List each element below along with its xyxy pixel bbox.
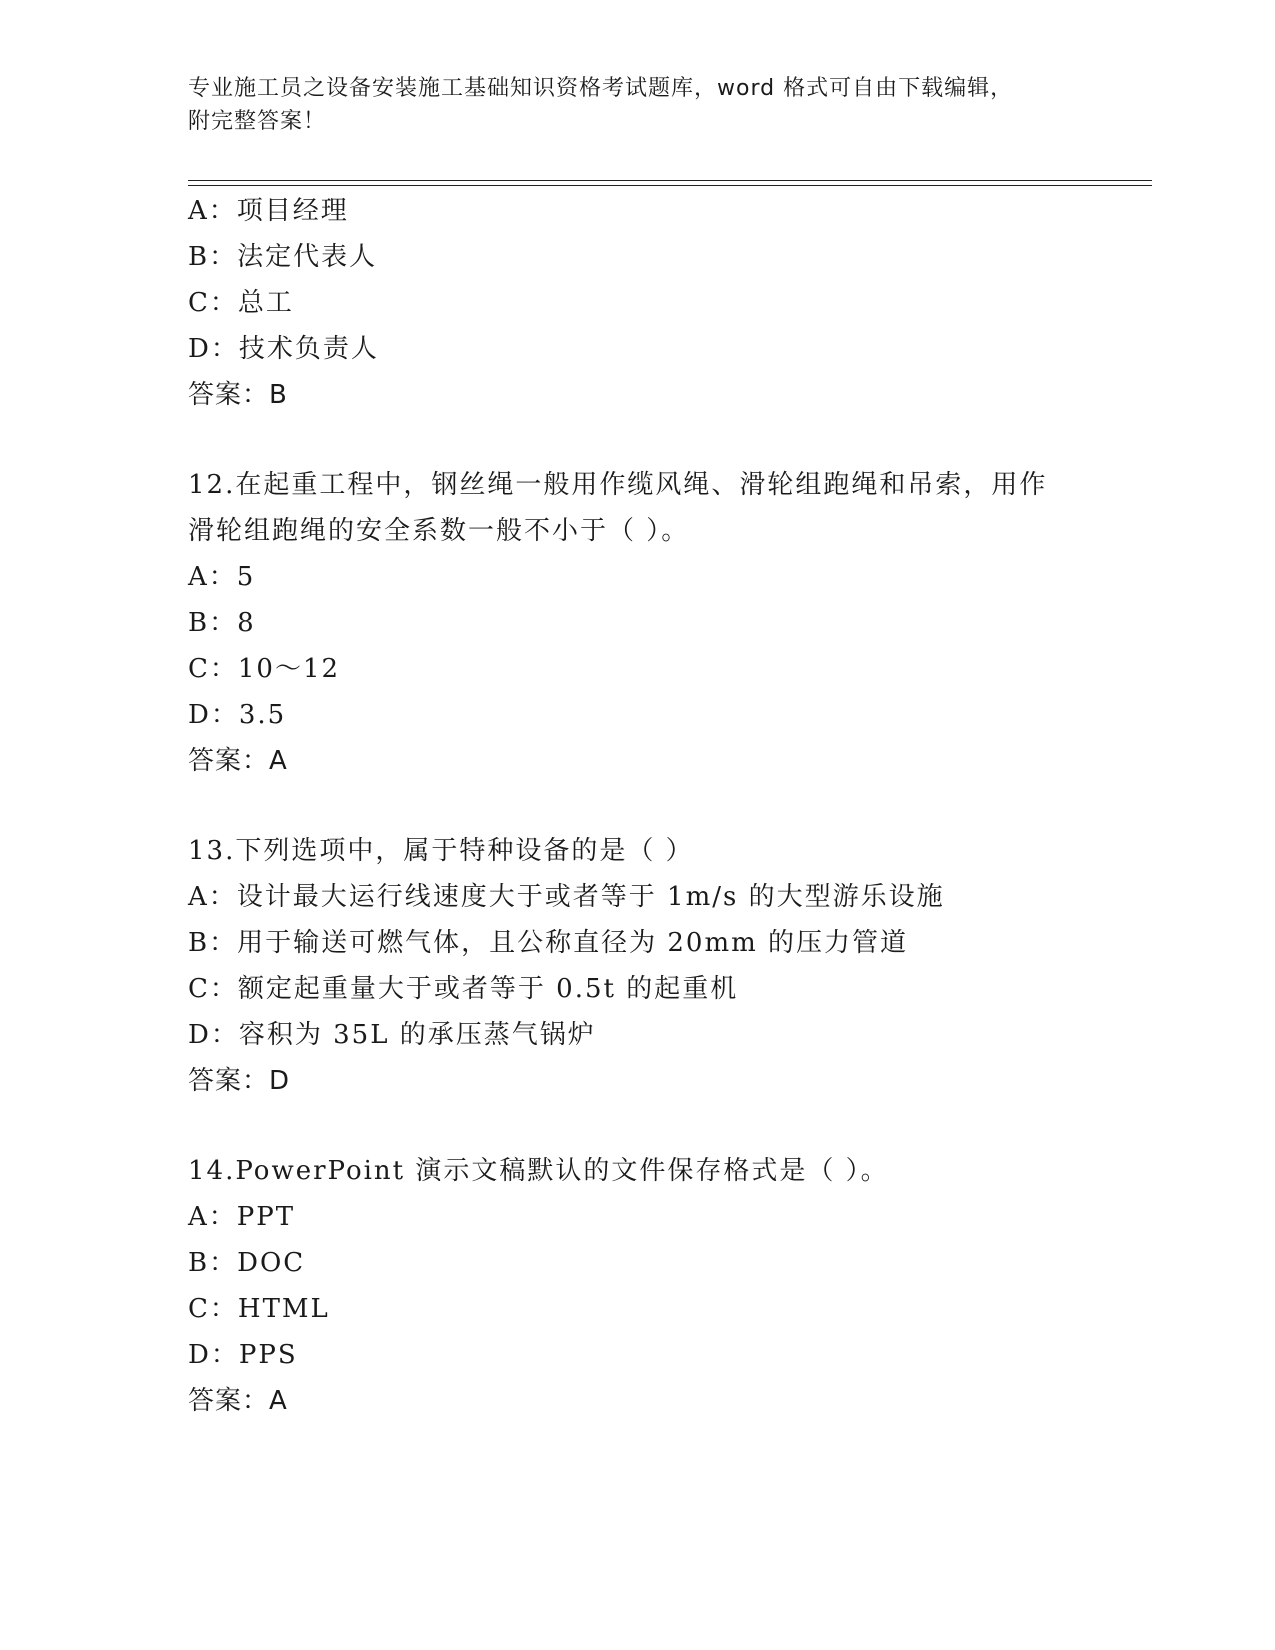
option-d: D：容积为 35L 的承压蒸气锅炉 — [188, 1020, 596, 1050]
answer: 答案：B — [188, 380, 288, 410]
document-header — [188, 72, 1068, 138]
question-text-line-1: 12.在起重工程中，钢丝绳一般用作缆风绳、滑轮组跑绳和吊索，用作 — [188, 470, 1048, 500]
question-text-line-1: 14.PowerPoint 演示文稿默认的文件保存格式是（ ）。 — [188, 1156, 889, 1186]
question-text-line-2: 滑轮组跑绳的安全系数一般不小于（ ）。 — [188, 516, 690, 546]
header-line-1: 专业施工员之设备安装施工基础知识资格考试题库，word 格式可自由下载编辑， — [188, 76, 1014, 101]
spacer — [188, 1104, 1088, 1148]
option-a: A：项目经理 — [188, 196, 349, 226]
option-b: B：8 — [188, 608, 256, 638]
option-b: B：法定代表人 — [188, 242, 378, 272]
answer: 答案：A — [188, 746, 288, 776]
option-c: C：10～12 — [188, 654, 341, 684]
spacer — [188, 418, 1088, 462]
question-11 — [188, 188, 1088, 418]
header-divider-bottom — [188, 185, 1152, 186]
option-c: C：HTML — [188, 1294, 330, 1324]
option-c: C：总工 — [188, 288, 294, 318]
question-13 — [188, 828, 1088, 1104]
option-d: D：PPS — [188, 1340, 298, 1370]
question-12 — [188, 462, 1088, 784]
question-list — [188, 188, 1088, 1424]
option-d: D：3.5 — [188, 700, 287, 730]
option-a: A：PPT — [188, 1202, 296, 1232]
option-a: A：设计最大运行线速度大于或者等于 1m/s 的大型游乐设施 — [188, 882, 945, 912]
question-text-line-1: 13.下列选项中，属于特种设备的是（ ） — [188, 836, 694, 866]
option-d: D：技术负责人 — [188, 334, 379, 364]
spacer — [188, 784, 1088, 828]
option-c: C：额定起重量大于或者等于 0.5t 的起重机 — [188, 974, 739, 1004]
option-a: A：5 — [188, 562, 256, 592]
answer: 答案：A — [188, 1386, 288, 1416]
option-b: B：DOC — [188, 1248, 306, 1278]
answer: 答案：D — [188, 1066, 291, 1096]
header-divider-top — [188, 180, 1152, 181]
option-b: B：用于输送可燃气体，且公称直径为 20mm 的压力管道 — [188, 928, 909, 958]
header-line-2: 附完整答案！ — [188, 109, 327, 134]
question-14 — [188, 1148, 1088, 1424]
